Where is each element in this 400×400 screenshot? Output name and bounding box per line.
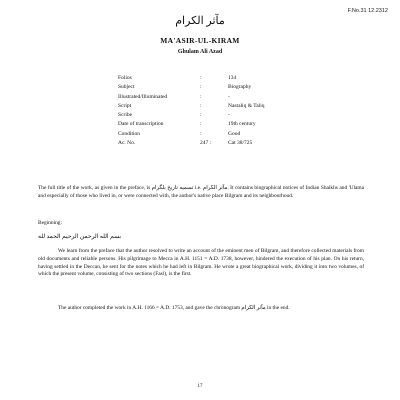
metadata-label: Date of transcription xyxy=(118,121,164,128)
metadata-value: 19th century xyxy=(228,121,256,128)
metadata-row xyxy=(118,120,328,129)
metadata-value: - xyxy=(228,93,230,100)
metadata-separator: : xyxy=(200,102,202,109)
metadata-label: Subject xyxy=(118,84,135,91)
metadata-label: Condition xyxy=(118,130,141,137)
metadata-label: Illustrated/Illuminated xyxy=(118,93,168,100)
metadata-row xyxy=(118,93,328,102)
metadata-separator: : xyxy=(200,121,202,128)
metadata-separator: : xyxy=(200,112,202,119)
metadata-row xyxy=(118,102,328,111)
metadata-label: Scribe xyxy=(118,112,133,119)
arabic-title: مآثر الكرام xyxy=(175,15,225,27)
metadata-label: Ac. No. xyxy=(118,140,136,147)
metadata-separator: 247 : xyxy=(200,140,212,147)
metadata-separator: : xyxy=(200,130,202,137)
metadata-row xyxy=(118,111,328,120)
metadata-value: Nastaliq & Taliq xyxy=(228,102,265,109)
metadata-row xyxy=(118,74,328,83)
preface-paragraph: We learn from the preface that the author resolved to write an account of the eminent men of Bilgram, and therefore collected materials from old documents and reliable persons. His pilgrimage to Mecca in A.H. 1151 = A.D. 1738, however, hindered the execution of his plan. On his return, having settled in the Deccan, he sent for the notes which he had left in Bilgram. He wrote a great biographical work, dividing it into two volumes, of which the present volume, consisting of two sections (Fasl), is the first. xyxy=(38,248,364,278)
metadata-value: Good xyxy=(228,130,241,137)
metadata-value: Biography xyxy=(228,84,252,91)
metadata-separator: : xyxy=(200,75,202,81)
metadata-row xyxy=(118,83,328,92)
beginning-arabic-text: بسم الله الرحمن الرحيم الحمد لله xyxy=(38,234,122,240)
completion-paragraph: The author completed the work in A.H. 1166 = A.D. 1753, and gave the chronogram مآثر الکرام in the end. xyxy=(58,305,290,312)
metadata-value: Cat 38/725 xyxy=(228,140,253,147)
metadata-row xyxy=(118,139,328,148)
metadata-label: Folios xyxy=(118,75,132,81)
intro-paragraph: The full title of the work, as given in the preface, is تسمیه تاریخ بلگرام i.e. مآثر الکرام. It contains biographical notices of Indian Shaikhs and 'Ulama and especially of those who lived in, or were connected with, the author's native place Bilgram and its neighbourhood. xyxy=(38,185,364,199)
document-title: MA'ASIR-UL-KIRAM xyxy=(160,36,240,45)
reference-number: F.No.31 12.2312 xyxy=(347,8,388,14)
beginning-label: Beginning: xyxy=(38,220,62,226)
metadata-row xyxy=(118,130,328,139)
metadata-separator: : xyxy=(200,84,202,91)
author-byline: Ghulam Ali Azad xyxy=(177,49,223,55)
metadata-value: - xyxy=(228,112,230,119)
metadata-value: 134 xyxy=(228,75,237,81)
metadata-label: Script xyxy=(118,102,132,109)
metadata-separator: : xyxy=(200,93,202,100)
metadata-table xyxy=(118,74,328,148)
page-number: 17 xyxy=(197,384,203,389)
